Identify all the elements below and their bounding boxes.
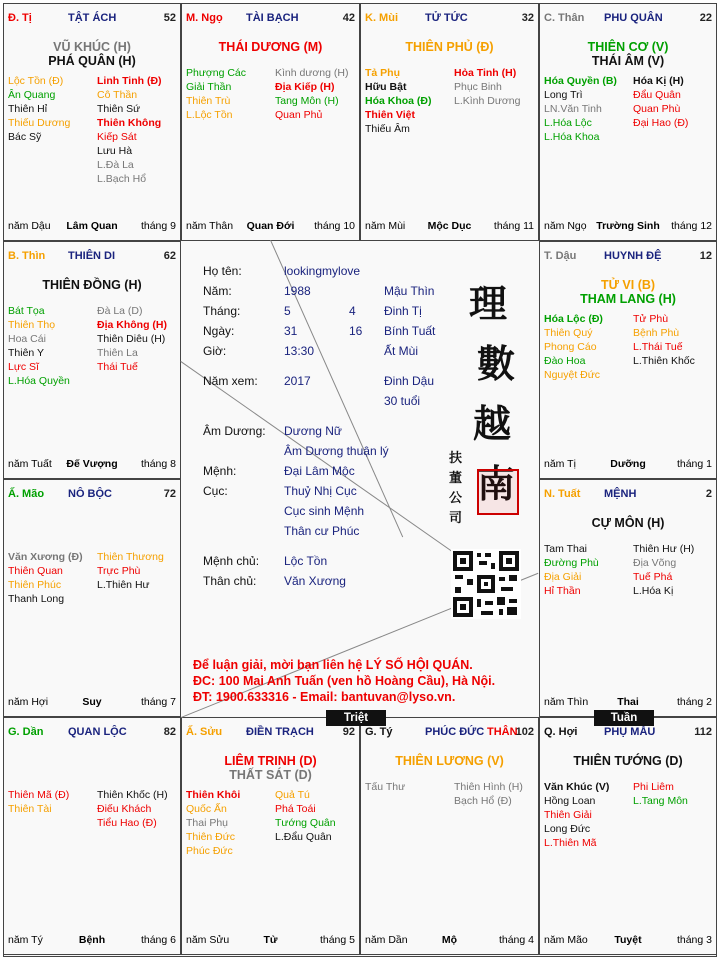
cuc-value-3: Thân cư Phúc <box>284 524 360 538</box>
minor-star: Thiên Khôi <box>186 789 241 801</box>
right-star-column <box>97 304 167 374</box>
minor-star: Lực Sĩ <box>8 361 39 373</box>
minor-star: L.Hóa Quyền <box>8 375 70 387</box>
main-star: THIÊN LƯƠNG (V) <box>395 754 504 768</box>
qr-code-icon <box>451 549 521 619</box>
minor-star: Thiên Tài <box>8 803 52 815</box>
contact-line-3: ĐT: 1900.633316 - Email: bantuvan@lyso.vn. <box>193 690 456 704</box>
footer-stage: Trường Sinh <box>596 220 660 232</box>
minor-star: L.Thiên Hư <box>97 579 150 591</box>
palace-name: TÀI BẠCH <box>246 12 299 24</box>
contact-line-2: ĐC: 100 Mai Anh Tuấn (ven hồ Hoàng Cầu), Hà Nội. <box>193 674 496 688</box>
palace-name: HUYNH ĐỆ <box>604 250 662 262</box>
minor-star: Thiên Sứ <box>97 103 141 115</box>
palace-age: 82 <box>163 726 176 738</box>
minor-star: Quốc Ấn <box>186 803 227 815</box>
palace-name: PHỤ MẪU <box>604 726 656 738</box>
minor-star: Thiên Diêu (H) <box>97 333 166 345</box>
palace-footer <box>544 458 712 472</box>
minor-star: L.Tang Môn <box>633 795 688 807</box>
footer-year: năm Tị <box>544 458 576 470</box>
thang-can-chi: Đinh Tị <box>384 304 422 318</box>
footer-month: tháng 11 <box>493 220 534 232</box>
footer-year: năm Ngọ <box>544 220 587 232</box>
footer-stage: Tuyệt <box>614 934 642 946</box>
minor-star: Phục Binh <box>454 81 502 93</box>
minor-star: Long Đức <box>544 823 591 835</box>
minor-star: Địa Giải <box>544 571 582 583</box>
minor-star: Đà La (D) <box>97 305 143 317</box>
minor-star: Cô Thần <box>97 89 138 101</box>
footer-month: tháng 5 <box>319 934 355 946</box>
footer-month: tháng 3 <box>676 934 712 946</box>
main-star: THAM LANG (H) <box>580 292 676 306</box>
thang-label: Tháng: <box>203 304 241 318</box>
palace-age: 32 <box>521 12 534 24</box>
palace-footer <box>365 934 534 948</box>
minor-star: Thiên Mã (Đ) <box>8 789 70 801</box>
minor-star: Thiếu Âm <box>365 123 410 135</box>
left-star-column <box>544 780 609 850</box>
minor-star: L.Đà La <box>97 159 134 171</box>
palace-cell-ti <box>3 3 181 241</box>
calligraphy-char-1: 理 <box>469 281 508 326</box>
palace-name: QUAN LỘC <box>68 726 127 738</box>
minor-star: Tang Môn (H) <box>275 95 339 107</box>
thang-am: 4 <box>349 304 356 318</box>
palace-header <box>8 12 176 28</box>
thang-value: 5 <box>284 304 291 318</box>
seal-small-char-4: 司 <box>449 511 463 526</box>
minor-star: Đào Hoa <box>544 355 586 367</box>
right-star-column <box>633 74 688 130</box>
palace-header <box>365 12 534 28</box>
cuc-value-2: Cục sinh Mệnh <box>284 504 365 518</box>
ngay-am: 16 <box>349 324 363 338</box>
tuoi-value: 30 tuổi <box>384 394 421 408</box>
palace-cell-ngo <box>181 3 360 241</box>
palace-footer <box>544 220 712 234</box>
palace-cell-suu <box>181 717 360 955</box>
footer-year: năm Tuất <box>8 458 52 470</box>
footer-stage: Mộ <box>441 934 458 946</box>
palace-header <box>8 250 176 266</box>
palace-position: G. Tý <box>365 726 393 738</box>
am-duong-value: Dương Nữ <box>284 424 342 438</box>
minor-star: LN.Văn Tinh <box>544 103 602 115</box>
tuan-marker: Tuần <box>594 710 654 726</box>
am-duong-value-2: Âm Dương thuận lý <box>284 444 389 458</box>
palace-footer <box>365 220 534 234</box>
right-star-column <box>97 550 164 592</box>
minor-star: Long Trì <box>544 89 583 101</box>
left-star-column <box>186 788 240 858</box>
nam-xem-label: Năm xem: <box>203 374 258 388</box>
ho-ten-label: Họ tên: <box>203 264 242 278</box>
minor-star: Địa Võng <box>633 557 677 569</box>
palace-cell-dan <box>3 717 181 955</box>
palace-footer <box>8 458 176 472</box>
minor-star: Hồng Loan <box>544 795 596 807</box>
main-star: THIÊN PHỦ (Đ) <box>405 40 494 54</box>
palace-position: Ấ. Sửu <box>186 726 223 738</box>
footer-month: tháng 7 <box>140 696 176 708</box>
palace-age: 112 <box>694 726 712 738</box>
minor-star: Thiên Thọ <box>8 319 56 331</box>
palace-cell-than <box>539 3 717 241</box>
palace-footer <box>544 696 712 710</box>
minor-star: Đường Phù <box>544 557 599 569</box>
palace-age: 62 <box>163 250 176 262</box>
minor-star: Hóa Lộc (Đ) <box>544 313 603 325</box>
palace-header <box>544 726 712 742</box>
footer-stage: Mộc Dục <box>427 220 472 232</box>
minor-star: Hữu Bật <box>365 81 407 93</box>
am-duong-label: Âm Dương: <box>203 424 266 438</box>
than-chu-label: Thân chủ: <box>203 574 257 588</box>
calligraphy-char-3: 越 <box>473 401 512 446</box>
nam-can-chi: Mậu Thìn <box>384 284 435 298</box>
minor-star: Tiểu Hao (Đ) <box>97 817 157 829</box>
palace-age: 72 <box>163 488 176 500</box>
palace-name: PHU QUÂN <box>604 12 663 24</box>
palace-cell-tuat <box>539 479 717 717</box>
palace-name: THIÊN DI <box>68 250 116 262</box>
palace-age: 42 <box>342 12 355 24</box>
palace-header <box>186 726 355 742</box>
palace-position: G. Dần <box>8 726 44 738</box>
main-star: THÁI DƯƠNG (M) <box>218 40 323 54</box>
minor-star: L.Hóa Kị <box>633 585 674 597</box>
footer-stage: Lâm Quan <box>66 220 118 232</box>
minor-star: L.Hóa Lộc <box>544 117 592 129</box>
palace-cell-mui <box>360 3 539 241</box>
minor-star: Thái Tuế <box>97 361 138 373</box>
minor-star: Thiếu Dương <box>8 117 71 129</box>
minor-star: L.Đẩu Quân <box>275 831 332 843</box>
left-star-column <box>544 74 617 144</box>
minor-star: Lưu Hà <box>97 145 133 157</box>
palace-age: 52 <box>163 12 176 24</box>
footer-month: tháng 4 <box>498 934 534 946</box>
minor-star: Thiên Hình (H) <box>454 781 523 793</box>
footer-year: năm Dậu <box>8 220 51 232</box>
contact-line-1: Để luận giải, mời bạn liên hệ LÝ SỐ HỘI QUÁN. <box>193 658 473 672</box>
right-star-column <box>633 312 695 368</box>
footer-year: năm Mùi <box>365 220 406 232</box>
minor-star: Thiên Hư (H) <box>633 543 695 555</box>
minor-star: Quan Phù <box>633 103 681 115</box>
minor-star: Quan Phủ <box>275 109 323 121</box>
palace-cell-mao <box>3 479 181 717</box>
center-info-panel <box>181 241 539 716</box>
minor-star: Thiên Giải <box>544 809 592 821</box>
palace-age: 102 <box>515 726 534 738</box>
ngay-can-chi: Bính Tuất <box>384 324 436 338</box>
minor-star: Phúc Đức <box>186 845 233 857</box>
right-star-column <box>275 788 336 844</box>
footer-year: năm Dần <box>365 934 408 946</box>
footer-year: năm Sửu <box>186 934 230 946</box>
minor-star: Bát Tọa <box>8 305 45 317</box>
minor-star: Tướng Quân <box>275 817 336 829</box>
minor-star: Phong Cáo <box>544 341 597 353</box>
minor-star: Thiên Quý <box>544 327 593 339</box>
left-star-column <box>365 66 432 136</box>
right-star-column <box>97 74 162 186</box>
main-star: TỬ VI (B) <box>600 278 656 292</box>
gio-can-chi: Ất Mùi <box>384 344 419 358</box>
gio-value: 13:30 <box>284 344 315 358</box>
footer-stage: Tử <box>263 934 278 946</box>
palace-footer <box>186 220 355 234</box>
minor-star: Thanh Long <box>8 593 65 605</box>
footer-stage: Dưỡng <box>610 458 646 470</box>
main-star: THÁI ÂM (V) <box>591 54 665 68</box>
minor-star: Văn Xương (Đ) <box>8 551 83 563</box>
palace-header <box>186 12 355 28</box>
palace-footer <box>8 696 176 710</box>
minor-star: Tử Phù <box>633 313 669 325</box>
minor-star: Kiếp Sát <box>97 131 137 143</box>
palace-footer <box>544 934 712 948</box>
minor-star: Quả Tú <box>275 789 310 801</box>
footer-month: tháng 9 <box>140 220 176 232</box>
palace-name: TẬT ÁCH <box>68 12 117 24</box>
minor-star: Ân Quang <box>8 89 56 101</box>
footer-year: năm Tý <box>8 934 43 946</box>
palace-cell-thin <box>3 241 181 479</box>
gio-label: Giờ: <box>203 344 227 358</box>
minor-star: Phi Liêm <box>633 781 674 793</box>
minor-star: L.Kình Dương <box>454 95 521 107</box>
palace-header <box>544 12 712 28</box>
right-star-column <box>97 788 168 830</box>
minor-star: Thiên Phúc <box>8 579 62 591</box>
palace-cell-hoi <box>539 717 717 955</box>
palace-footer <box>186 934 355 948</box>
minor-star: Thai Phụ <box>186 817 229 829</box>
left-star-column <box>186 66 246 122</box>
palace-name: TỬ TỨC <box>425 12 468 24</box>
palace-age: 92 <box>342 726 355 738</box>
footer-stage: Quan Đới <box>246 220 295 232</box>
ho-ten-value: lookingmylove <box>284 264 361 278</box>
right-star-column <box>633 780 688 808</box>
minor-star: L.Bạch Hổ <box>97 173 147 185</box>
minor-star: Thiên Y <box>8 347 44 359</box>
palace-position: Ấ. Mão <box>8 488 45 500</box>
minor-star: Hóa Quyền (B) <box>544 75 617 87</box>
palace-cell-dau <box>539 241 717 479</box>
minor-star: Bệnh Phù <box>633 327 680 339</box>
minor-star: Phá Toái <box>275 803 316 815</box>
left-star-column <box>8 550 83 606</box>
palace-footer <box>8 934 176 948</box>
footer-year: năm Mão <box>544 934 588 946</box>
minor-star: Địa Kiếp (H) <box>275 81 335 93</box>
calligraphy-char-4: 南 <box>477 461 516 506</box>
footer-month: tháng 10 <box>314 220 355 232</box>
palace-position: T. Dậu <box>544 250 577 262</box>
main-star: THIÊN ĐỒNG (H) <box>42 278 142 292</box>
left-star-column <box>544 542 599 598</box>
minor-star: Hóa Kị (H) <box>633 75 684 87</box>
minor-star: Tuế Phá <box>633 571 673 583</box>
minor-star: L.Lộc Tồn <box>186 109 233 121</box>
left-star-column <box>8 74 70 144</box>
minor-star: Điếu Khách <box>97 803 152 815</box>
palace-header <box>8 726 176 742</box>
minor-star: Linh Tinh (Đ) <box>97 75 162 87</box>
minor-star: Tả Phụ <box>365 67 401 79</box>
palace-position: Q. Hợi <box>544 726 578 738</box>
palace-header <box>365 726 534 742</box>
minor-star: Bác Sỹ <box>8 131 42 143</box>
palace-name: PHÚC ĐỨC <box>425 726 485 738</box>
main-star: PHÁ QUÂN (H) <box>48 54 136 68</box>
palace-header <box>544 250 712 266</box>
palace-age: 22 <box>699 12 712 24</box>
left-star-column <box>8 788 69 816</box>
minor-star: Tam Thai <box>544 543 587 555</box>
footer-stage: Bệnh <box>78 934 106 946</box>
minor-star: Thiên Hỉ <box>8 103 48 115</box>
minor-star: L.Thiên Mã <box>544 837 597 849</box>
minor-star: Văn Khúc (V) <box>544 781 610 793</box>
palace-position: K. Mùi <box>365 12 398 24</box>
menh-chu-value: Lộc Tồn <box>284 554 328 568</box>
nam-value: 1988 <box>284 284 311 298</box>
menh-label: Mệnh: <box>203 464 237 478</box>
minor-star: Địa Không (H) <box>97 319 167 331</box>
footer-month: tháng 8 <box>140 458 176 470</box>
palace-name: ĐIỀN TRẠCH <box>246 726 314 738</box>
left-star-column <box>544 312 603 382</box>
footer-stage: Suy <box>82 696 102 708</box>
right-star-column <box>454 780 523 808</box>
minor-star: Phượng Các <box>186 67 247 79</box>
minor-star: Thiên Trù <box>186 95 231 107</box>
footer-stage: Thai <box>617 696 639 708</box>
cuc-label: Cục: <box>203 484 228 498</box>
cuc-value: Thuỷ Nhị Cục <box>284 484 357 498</box>
footer-month: tháng 2 <box>676 696 712 708</box>
main-star: LIÊM TRINH (D) <box>224 754 317 768</box>
main-star: THIÊN CƠ (V) <box>587 40 669 54</box>
minor-star: Hỉ Thần <box>544 585 581 597</box>
minor-star: Hỏa Tinh (H) <box>454 67 517 79</box>
minor-star: Hóa Khoa (Đ) <box>365 95 432 107</box>
footer-month: tháng 12 <box>671 220 712 232</box>
footer-stage: Đế Vượng <box>66 458 118 470</box>
triet-marker: Triệt <box>326 710 386 726</box>
palace-footer <box>8 220 176 234</box>
minor-star: L.Hóa Khoa <box>544 131 600 143</box>
minor-star: Nguyệt Đức <box>544 369 601 381</box>
minor-star: Thiên Khốc (H) <box>97 789 168 801</box>
minor-star: Thiên La <box>97 347 138 359</box>
calligraphy-char-2: 數 <box>477 341 516 386</box>
minor-star: Kình dương (H) <box>275 67 349 79</box>
minor-star: Thiên Đức <box>186 831 236 843</box>
minor-star: Thiên Không <box>97 117 162 129</box>
footer-year: năm Thân <box>186 220 234 232</box>
footer-month: tháng 6 <box>140 934 176 946</box>
minor-star: L.Thái Tuế <box>633 341 683 353</box>
palace-header <box>544 488 712 504</box>
palace-position: M. Ngọ <box>186 12 223 24</box>
seal-small-char-3: 公 <box>449 491 463 506</box>
right-star-column <box>275 66 348 122</box>
minor-star: Thiên Việt <box>365 109 415 121</box>
right-star-column <box>633 542 694 598</box>
palace-age: 2 <box>705 488 712 500</box>
footer-year: năm Thìn <box>544 696 589 708</box>
minor-star: Hoa Cái <box>8 333 46 345</box>
minor-star: Trực Phù <box>97 565 141 577</box>
main-star: THIÊN TƯỚNG (D) <box>573 754 683 768</box>
minor-star: L.Thiên Khốc <box>633 355 695 367</box>
minor-star: Thiên Thương <box>97 551 164 563</box>
minor-star: Bạch Hổ (Đ) <box>454 795 512 807</box>
ngay-value: 31 <box>284 324 298 338</box>
footer-month: tháng 1 <box>676 458 712 470</box>
ngay-label: Ngày: <box>203 324 235 338</box>
seal-small-char-1: 扶 <box>449 451 463 466</box>
minor-star: Lộc Tồn (Đ) <box>8 75 64 87</box>
minor-star: Đẩu Quân <box>633 89 681 101</box>
menh-value: Đại Lâm Mộc <box>284 464 355 478</box>
seal-stamp <box>477 469 519 515</box>
palace-name: NÔ BỘC <box>68 488 112 500</box>
nam-label: Năm: <box>203 284 232 298</box>
main-star: THẤT SÁT (D) <box>229 768 312 782</box>
left-star-column <box>8 304 70 388</box>
minor-star: Thiên Quan <box>8 565 63 577</box>
nam-xem-value: 2017 <box>284 374 311 388</box>
palace-position: C. Thân <box>544 12 585 24</box>
menh-chu-label: Mệnh chủ: <box>203 554 260 568</box>
palace-position: Đ. Tị <box>8 12 32 24</box>
than-chu-value: Văn Xương <box>284 574 346 588</box>
palace-position: B. Thìn <box>8 250 46 262</box>
minor-star: Giải Thần <box>186 81 232 93</box>
right-star-column <box>454 66 520 108</box>
palace-position: N. Tuất <box>544 488 581 500</box>
left-star-column <box>365 780 405 794</box>
palace-header <box>8 488 176 504</box>
seal-small-char-2: 董 <box>449 471 463 486</box>
footer-year: năm Hợi <box>8 696 49 708</box>
palace-extra: THÂN <box>487 726 518 738</box>
palace-age: 12 <box>699 250 712 262</box>
minor-star: Tấu Thư <box>365 781 406 793</box>
main-star: VŨ KHÚC (H) <box>53 40 131 54</box>
nam-xem-can-chi: Đinh Dậu <box>384 374 435 388</box>
palace-name: MỆNH <box>604 488 637 500</box>
minor-star: Đại Hao (Đ) <box>633 117 689 129</box>
main-star: CỰ MÔN (H) <box>591 516 665 530</box>
palace-cell-ty <box>360 717 539 955</box>
